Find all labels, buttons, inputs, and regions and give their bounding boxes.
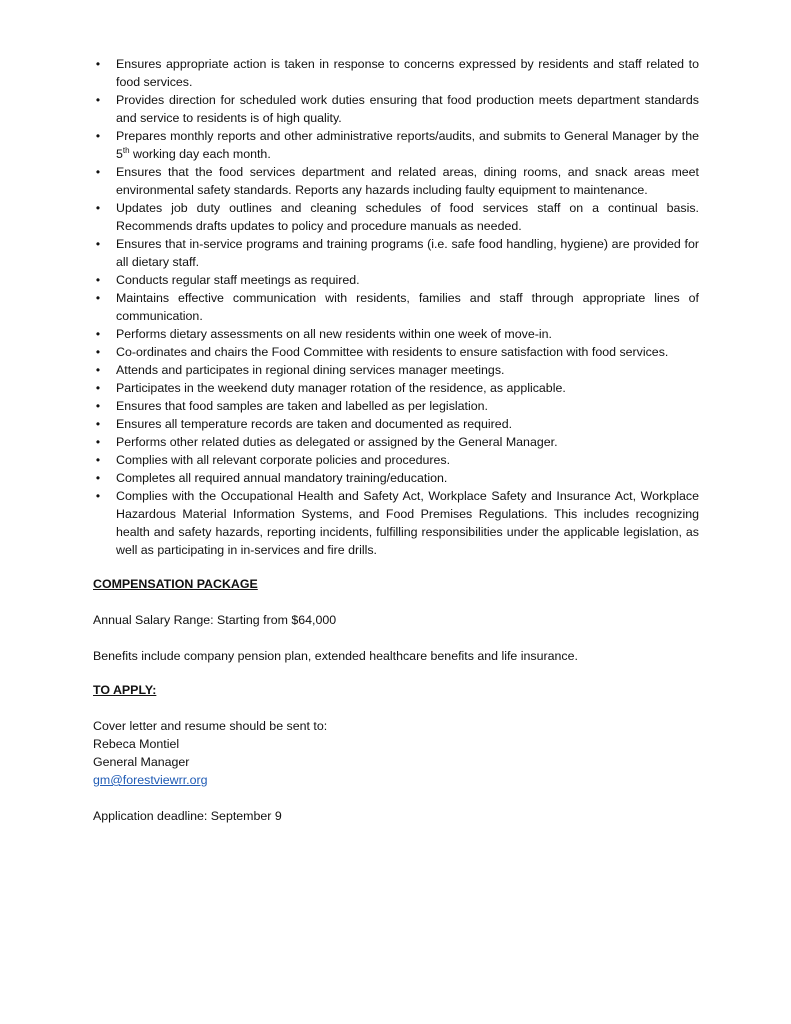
duty-item: • Performs other related duties as delegated or assigned by the General Manager. <box>93 433 699 451</box>
bullet-icon: • <box>95 93 101 107</box>
bullet-icon: • <box>95 471 101 485</box>
bullet-icon: • <box>95 327 101 341</box>
bullet-icon: • <box>95 399 101 413</box>
duty-item: • Updates job duty outlines and cleaning schedules of food services staff on a continual basis. Recommends drafts updates to policy and procedure manuals as needed. <box>93 199 699 235</box>
bullet-icon: • <box>95 345 101 359</box>
duty-item: • Ensures all temperature records are taken and documented as required. <box>93 415 699 433</box>
contact-email-link[interactable]: gm@forestviewrr.org <box>93 773 208 787</box>
bullet-icon: • <box>95 363 101 377</box>
salary-range: Annual Salary Range: Starting from $64,000 <box>93 613 337 627</box>
duty-item <box>93 127 699 163</box>
bullet-icon: • <box>95 435 101 449</box>
duty-item: • Provides direction for scheduled work duties ensuring that food production meets department standards and service to residents is of high quality. <box>93 91 699 127</box>
duty-item: • Complies with all relevant corporate policies and procedures. <box>93 451 699 469</box>
apply-heading: TO APPLY: <box>93 683 157 697</box>
bullet-icon: • <box>95 453 101 467</box>
duty-item: • Ensures that food samples are taken and labelled as per legislation. <box>93 397 699 415</box>
duty-item: • Completes all required annual mandatory training/education. <box>93 469 699 487</box>
bullet-icon: • <box>95 291 101 305</box>
duty-item: • Performs dietary assessments on all new residents within one week of move-in. <box>93 325 699 343</box>
contact-name: Rebeca Montiel <box>93 737 180 751</box>
contact-title: General Manager <box>93 755 190 769</box>
duty-item: • Conducts regular staff meetings as required. <box>93 271 699 289</box>
bullet-icon: • <box>95 57 101 71</box>
benefits-text: Benefits include company pension plan, extended healthcare benefits and life insurance. <box>93 649 578 663</box>
bullet-icon: • <box>95 129 101 143</box>
duty-item: • Attends and participates in regional dining services manager meetings. <box>93 361 699 379</box>
bullet-icon: • <box>95 165 101 179</box>
apply-contact-block <box>93 717 699 789</box>
duty-item: • Ensures appropriate action is taken in response to concerns expressed by residents and staff related to food services. <box>93 55 699 91</box>
bullet-icon: • <box>95 381 101 395</box>
bullet-icon: • <box>95 489 101 503</box>
bullet-icon: • <box>95 201 101 215</box>
bullet-icon: • <box>95 417 101 431</box>
document-page <box>93 55 699 825</box>
application-deadline: Application deadline: September 9 <box>93 809 282 823</box>
compensation-heading: COMPENSATION PACKAGE <box>93 577 258 591</box>
duty-item: • Ensures that the food services department and related areas, dining rooms, and snack areas meet environmental safety standards. Reports any hazards including faulty equipment to maintenance. <box>93 163 699 199</box>
bullet-icon: • <box>95 273 101 287</box>
duty-item: • Co-ordinates and chairs the Food Committee with residents to ensure satisfaction with food services. <box>93 343 699 361</box>
apply-intro: Cover letter and resume should be sent to: <box>93 719 328 733</box>
bullet-icon: • <box>95 237 101 251</box>
duty-item: • Participates in the weekend duty manager rotation of the residence, as applicable. <box>93 379 699 397</box>
duty-item: • Ensures that in-service programs and training programs (i.e. safe food handling, hygiene) are provided for all dietary staff. <box>93 235 699 271</box>
reports-duty-text: Prepares monthly reports and other administrative reports/audits, and submits to General Manager by the 5th working day each month. <box>116 129 699 161</box>
duty-item: • Complies with the Occupational Health and Safety Act, Workplace Safety and Insurance Act, Workplace Hazardous Material Information Systems, and Food Premises Regulations. This includes recognizing health and safety hazards, reporting incidents, fulfilling responsibilities under the applicable legislation, as well as participating in in-services and fire drills. <box>93 487 699 559</box>
duties-list <box>93 55 699 559</box>
duty-item: • Maintains effective communication with residents, families and staff through appropriate lines of communication. <box>93 289 699 325</box>
